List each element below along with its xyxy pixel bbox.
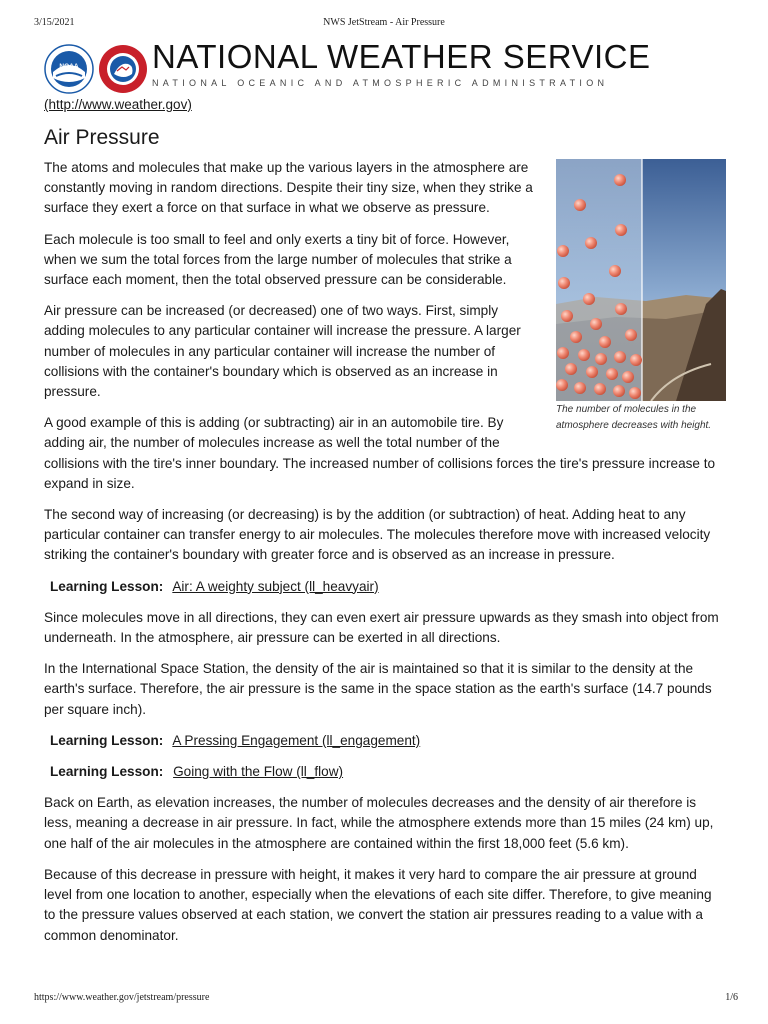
learning-lesson — [50, 762, 724, 782]
lesson-link-engagement[interactable]: A Pressing Engagement (ll_engagement) — [172, 732, 421, 748]
print-date: 3/15/2021 — [34, 17, 75, 28]
paragraph: Back on Earth, as elevation increases, the number of molecules decreases and the density of air therefore is less, meaning a decrease in air pressure. In fact, while the atmosphere extends more than 15 miles (24 km) up, one half of the air molecules in the atmosphere are contained within the first 18,000 feet (5.6 km). — [44, 795, 714, 851]
molecule-figure — [556, 159, 726, 433]
molecule-illustration — [556, 159, 726, 401]
paragraph: Since molecules move in all directions, they can even exert air pressure upwards as they smash into object from underneath. In the atmosphere, air pressure can be exerted in all directions. — [44, 609, 719, 646]
lesson-link-flow[interactable]: Going with the Flow (ll_flow) — [173, 764, 344, 780]
weather-gov-link[interactable]: (http://www.weather.gov) — [44, 97, 192, 112]
learning-lesson — [50, 577, 724, 597]
print-header — [0, 17, 768, 31]
lesson-label: Learning Lesson: — [50, 764, 164, 780]
paragraph: Because of this decrease in pressure with height, it makes it very hard to compare the air pressure at ground level from one location to another, especially when the elevations of each site differ. Therefore, to give meaning to the pressure values observed at each station, we convert the station air pressures reading to a value with a common denominator. — [44, 866, 712, 943]
noaa-logo-icon — [44, 44, 94, 94]
page-title: Air Pressure — [44, 126, 160, 149]
lesson-label: Learning Lesson: — [50, 578, 164, 594]
figure-caption: The number of molecules in the atmosphere decreases with height. — [556, 404, 712, 431]
noaa-logo-text: NOAA — [59, 63, 79, 70]
paragraph: The second way of increasing (or decreasing) is by the addition (or subtraction) of heat. Adding heat to any particular container can transfer energy to air molecules. The molecules therefore move with increased velocity striking the container's boundary with greater force and is observed as an increase in pressure. — [44, 507, 711, 563]
print-page-title: NWS JetStream - Air Pressure — [323, 17, 445, 28]
paragraph: Each molecule is too small to feel and only exerts a tiny bit of force. However, when we sum the total forces from the large number of molecules that strike a surface each moment, then the total observed pressure can be considerable. — [44, 231, 512, 288]
lesson-link-heavyair[interactable]: Air: A weighty subject (ll_heavyair) — [172, 578, 379, 594]
lesson-label: Learning Lesson: — [50, 732, 164, 748]
article-body — [44, 158, 724, 957]
print-page-number: 1/6 — [725, 992, 738, 1003]
nws-banner[interactable] — [44, 38, 651, 100]
learning-lesson — [50, 731, 724, 751]
paragraph: In the International Space Station, the density of the air is maintained so that it is similar to the density at the earth's surface. Therefore, the air pressure is the same in the space station as the earth's surface (14.7 pounds per square inch). — [44, 661, 712, 717]
paragraph: Air pressure can be increased (or decreased) one of two ways. First, simply adding molecules to any particular container will increase the pressure. A larger number of molecules in any particular container will increase the number of collisions with the container's boundary which is observed as an increase in pressure. — [44, 303, 521, 400]
paragraph: A good example of this is adding (or subtracting) air in an automobile tire. By adding air, the number of molecules increase as well the total number of the collisions with the tire's inner boundary. The increased number of collisions forces the tire's pressure increase to expand in size. — [44, 415, 716, 491]
print-url: https://www.weather.gov/jetstream/pressure — [34, 992, 210, 1003]
nws-logo-icon — [98, 44, 148, 94]
brand-name: NATIONAL WEATHER SERVICE — [152, 38, 651, 75]
brand-subtitle: NATIONAL OCEANIC AND ATMOSPHERIC ADMINISTRATION — [152, 78, 609, 88]
paragraph: The atoms and molecules that make up the various layers in the atmosphere are constantly moving in random directions. Despite their tiny size, when they strike a surface they exert a force on that surface in what we observe as pressure. — [44, 160, 533, 216]
